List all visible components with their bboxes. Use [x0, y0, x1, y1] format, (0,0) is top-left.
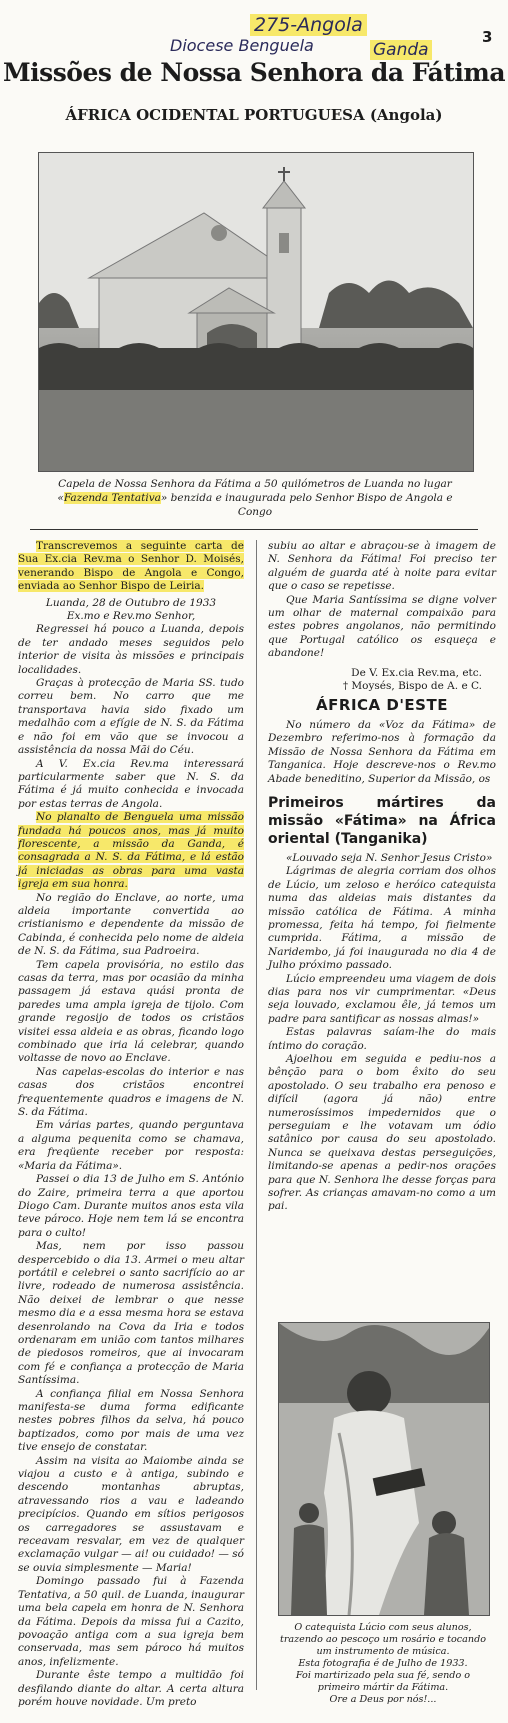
letter-paragraph: Nas capelas-escolas do interior e nas casas dos cristãos encontrei frequentemente quadros e imagens de N. S. da Fátima.	[18, 1065, 244, 1119]
article-paragraph: Lágrimas de alegria corriam dos olhos de Lúcio, um zeloso e heróico catequista numa das aldeias mais distantes da missão católica de Fátima. A minha promessa, feita há tempo, foi fielmente cumprida. Fátima, a missão de Naridembo, já foi inaugurada no dia 4 de Julho próximo passado.	[268, 865, 496, 972]
chapel-photo	[38, 152, 474, 472]
intro-highlight: Transcrevemos a seguinte carta de Sua Ex.cia Rev.ma o Senhor D. Moisés, venerando Bispo de Angola e Congo, enviada ao Senhor Bispo de Leiria.	[18, 540, 244, 593]
chapel-photo-caption	[40, 477, 470, 519]
section-rule	[30, 529, 478, 530]
page-title: Missões de Nossa Senhora da Fátima	[2, 58, 506, 87]
article-paragraph: Lúcio empreendeu uma viagem de dois dias para nos vir cumprimentar. «Deus seja louvado, exclamou êle, já temos um padre para santificar as nossas almas!»	[268, 972, 496, 1025]
letter-paragraph: Mas, nem por isso passou despercebido o dia 13. Armei o meu altar portátil e celebrei o santo sacrifício ao ar livre, rodeado de numerosa assistência. Não deixei de lembrar o que nesse mesmo dia e a essa mesma hora se estava desenrolando na Cova da Iria e todos ordenaram em união com tantos milhares de piedosos romeiros, que ai invocaram com fé e confiança a protecção de Maria Santíssima.	[18, 1240, 244, 1387]
catechist-photo-caption	[276, 1622, 490, 1706]
letter-paragraph: Durante êste tempo a multidão foi desfilando diante do altar. A certa altura porém houve novidade. Um preto	[18, 1669, 244, 1708]
letter-paragraph: Graças à protecção de Maria SS. tudo correu bem. No carro que me transportava havia sido fixado um medalhão com a efígie de N. S. da Fátima e não foi em vão que se invocou a assistência da nossa Mãi do Céu.	[18, 677, 244, 757]
left-column	[18, 540, 244, 1709]
letter-paragraph: Tem capela provisória, no estilo das casas da terra, mas por ocasião da minha passagem já estava quási pronta de paredes uma ampla igreja de tijolo. Com grande regosijo de todos os cristãos visitei essa aldeia e as obras, ficando logo combinado que iria lá celebrar, quando voltasse de novo ao Enclave.	[18, 958, 244, 1065]
chapel-photo-illustration	[39, 153, 473, 471]
section-heading-africa-este: ÁFRICA D'ESTE	[316, 696, 448, 715]
article-paragraph: Ajoelhou em seguida e pediu-nos a bênção para o bom êxito do seu apostolado. O seu trabalho era penoso e difícil (agora já não) entre numerosíssimos impedernidos que o perseguiam e lhe votavam um ódio satânico por causa do seu apostolado. Nunca se queixava destas perseguições, limitando-se apenas a pedir-nos orações para que N. Senhora lhe desse forças para sofrer. As crianças amavam-no como a um pai.	[268, 1053, 496, 1213]
letter-signoff: De V. Ex.cia Rev.ma, etc.	[351, 666, 482, 679]
caption-highlight: Fazenda Tentativa	[63, 492, 161, 504]
letter-paragraph: Passei o dia 13 de Julho em S. António do Zaire, primeira terra a que aportou Diogo Cam. Durante muitos anos esta vila teve pároco. Hoje nem tem lá se encontra para o culto!	[18, 1173, 244, 1239]
letter-paragraph: Domingo passado fui à Fazenda Tentativa, a 50 quil. de Luanda, inaugurar uma bela capela em honra de N. Senhora da Fátima. Depois da missa fui a Cazito, povoação antiga com a sua igreja bem conservada, mas sem pároco há muitos anos, infelizmente.	[18, 1575, 244, 1668]
article-intro: No número da «Voz da Fátima» de Dezembro referimo-nos à formação da Missão de Nossa Senhora da Fátima em Tanganica. Hoje descreve-nos o Rev.mo Abade beneditino, Superior da Missão, os	[268, 718, 496, 785]
handwritten-note-top: 275-Angola	[250, 14, 367, 36]
page-subtitle: ÁFRICA OCIDENTAL PORTUGUESA (Angola)	[65, 106, 443, 124]
article-paragraph: «Louvado seja N. Senhor Jesus Cristo»	[286, 851, 493, 864]
letter-paragraph: Regressei há pouco a Luanda, depois de ter andado meses seguidos pelo interior de visita às missões e principais localidades.	[18, 623, 244, 676]
section-heading-martyrs: Primeiros mártires da missão «Fátima» na África oriental (Tanganika)	[268, 794, 496, 847]
letter-dateline: Luanda, 28 de Outubro de 1933	[45, 596, 217, 609]
caption-line: O catequista Lúcio com seus alunos, trazendo ao pescoço um rosário e tocando um instrumento de música.	[279, 1622, 487, 1657]
article-paragraph: Estas palavras saíam-lhe do mais íntimo do coração.	[268, 1026, 496, 1052]
caption-text-start: Capela de Nossa Senhora da Fátima a 50 quilómetros de Luanda no lugar «	[57, 478, 452, 504]
catechist-photo	[278, 1322, 490, 1616]
letter-paragraph: subiu ao altar e abraçou-se à imagem de N. Senhora da Fátima! Foi preciso ter alguém de guarda até à noite para evitar que o caso se repetisse.	[268, 540, 496, 593]
letter-paragraph: Assim na visita ao Maiombe ainda se viajou a custo e à antiga, subindo e descendo montanhas abruptas, atravessando rios a vau e ladeando precipícios. Quando em sítios perigosos os carregadores se assustavam e receavam resvalar, em vez de qualquer exclamação vulgar — ai! ou cuidado! — só se ouvia simplesmente — Maria!	[18, 1454, 244, 1574]
intro-paragraph	[18, 540, 244, 594]
column-divider	[256, 540, 257, 1690]
letter-paragraph: Em várias partes, quando perguntava a alguma pequenita como se chamava, era freqüente receber por resposta: «Maria da Fátima».	[18, 1119, 244, 1172]
page-number: 3	[482, 28, 493, 46]
letter-paragraph-highlighted	[18, 811, 244, 891]
right-column	[268, 540, 496, 1214]
letter-paragraph: A confiança filial em Nossa Senhora manifesta-se duma forma edificante nestes pobres filhos da selva, há pouco baptizados, como por mais de uma vez tive ensejo de constatar.	[18, 1387, 244, 1454]
caption-line: Esta fotografia é de Julho de 1933.	[298, 1658, 468, 1669]
letter-salutation: Ex.mo e Rev.mo Senhor,	[66, 610, 196, 623]
caption-line: Ore a Deus por nós!...	[329, 1694, 437, 1705]
letter-signature: † Moysés, Bispo de A. e C.	[342, 680, 482, 693]
letter-paragraph: No região do Enclave, ao norte, uma aldeia importante convertida ao cristianismo e dependente da missão de Cabinda, é conhecida pelo nome de aldeia de N. S. da Fátima, sua Padroeira.	[18, 891, 244, 958]
ganda-highlight: No planalto de Benguela uma missão fundada há poucos anos, mas já muito florescente, a missão da Ganda, é consagrada a N. S. da Fátima, e lá estão já iniciadas as obras para uma vasta igreja em sua honra.	[18, 811, 244, 891]
letter-paragraph: A V. Ex.cia Rev.ma interessará particularmente saber que N. S. da Fátima é já muito conhecida e invocada por estas terras de Angola.	[18, 757, 244, 810]
handwritten-note-ganda: Ganda	[370, 40, 432, 60]
letter-paragraph: Que Maria Santíssima se digne volver um olhar de maternal compaixão para estes pobres angolanos, não permitindo que Portugal católico os esqueça e abandone!	[268, 593, 496, 660]
caption-text-end: » benzida e inaugurada pelo Senhor Bispo de Angola e Congo	[160, 492, 453, 518]
handwritten-note-diocese: Diocese Benguela	[170, 36, 314, 55]
caption-line: Foi martirizado pela sua fé, sendo o primeiro mártir da Fátima.	[295, 1670, 471, 1693]
catechist-photo-illustration	[279, 1323, 489, 1615]
